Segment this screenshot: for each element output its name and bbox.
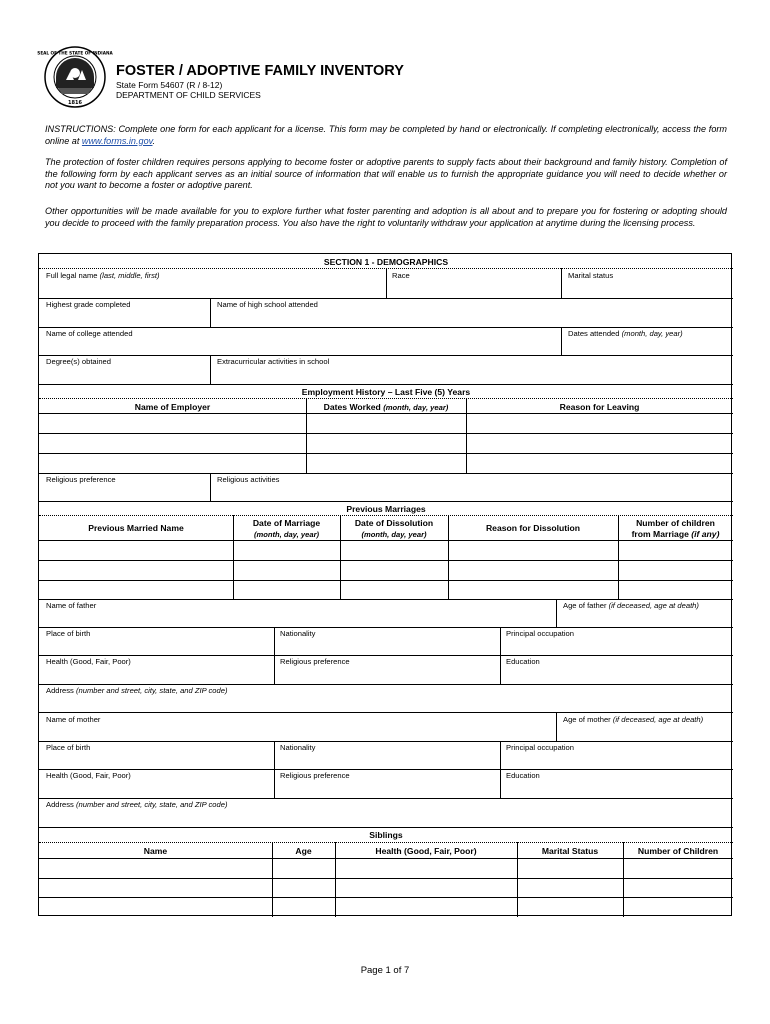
marital-status-field[interactable]: Marital status [568,271,614,280]
instructions-paragraph: INSTRUCTIONS: Complete one form for each applicant for a license. This form may be completed by hand or electronically. If completing electronically, access the form online at www.forms.in.gov. [45,124,727,146]
mother-name-field[interactable]: Name of mother [46,715,101,724]
father-birthplace-field[interactable]: Place of birth [46,629,91,638]
date-of-dissolution-header: Date of Dissolution (month, day, year) [354,518,434,539]
father-health-field[interactable]: Health (Good, Fair, Poor) [46,657,131,666]
forms-link[interactable]: www.forms.in.gov [81,135,153,146]
father-name-field[interactable]: Name of father [46,601,97,610]
dates-attended-field[interactable]: Dates attended (month, day, year) [568,329,683,338]
sibling-children-header: Number of Children [637,846,719,856]
mother-address-field[interactable]: Address (number and street, city, state, and ZIP code) [46,800,228,809]
degrees-field[interactable]: Degree(s) obtained [46,357,112,366]
employment-history-title: Employment History – Last Five (5) Years [301,387,471,397]
previous-married-name-header: Previous Married Name [88,523,184,533]
sibling-age-header: Age [295,846,312,856]
department-name: DEPARTMENT OF CHILD SERVICES [116,90,261,100]
sibling-marital-header: Marital Status [541,846,599,856]
opportunities-paragraph: Other opportunities will be made available for you to explore further what foster parenting and adoption is all about and to prepare you for fostering or adopting should you decide to proceed with the family preparation process. You also have the right to voluntarily withdraw your application at anytime during the licensing process. [45,206,727,228]
mother-birthplace-field[interactable]: Place of birth [46,743,91,752]
state-seal-logo [37,46,113,108]
mother-education-field[interactable]: Education [506,771,540,780]
mother-occupation-field[interactable]: Principal occupation [506,743,574,752]
religious-activities-field[interactable]: Religious activities [217,475,280,484]
sibling-health-header: Health (Good, Fair, Poor) [375,846,477,856]
religious-preference-field[interactable]: Religious preference [46,475,116,484]
form-number: State Form 54607 (R / 8-12) [116,80,223,90]
full-name-field[interactable]: Full legal name (last, middle, first) [46,271,160,280]
svg-text:SEAL OF THE STATE OF INDIANA: SEAL OF THE STATE OF INDIANA [37,50,113,56]
form-title: FOSTER / ADOPTIVE FAMILY INVENTORY [116,63,404,79]
extracurricular-field[interactable]: Extracurricular activities in school [217,357,330,366]
mother-religion-field[interactable]: Religious preference [280,771,350,780]
mother-age-field[interactable]: Age of mother (if deceased, age at death) [563,715,704,724]
svg-text:1816: 1816 [68,100,82,106]
previous-marriages-title: Previous Marriages [346,504,426,514]
race-field[interactable]: Race [392,271,410,280]
father-education-field[interactable]: Education [506,657,540,666]
date-of-marriage-header: Date of Marriage (month, day, year) [252,518,321,539]
father-address-field[interactable]: Address (number and street, city, state, and ZIP code) [46,686,228,695]
father-religion-field[interactable]: Religious preference [280,657,350,666]
siblings-title: Siblings [369,830,403,840]
mother-nationality-field[interactable]: Nationality [280,743,316,752]
father-age-field[interactable]: Age of father (if deceased, age at death) [563,601,699,610]
section-1-title: SECTION 1 - DEMOGRAPHICS [323,257,449,267]
highest-grade-field[interactable]: Highest grade completed [46,300,131,309]
reason-dissolution-header: Reason for Dissolution [485,523,581,533]
protection-paragraph: The protection of foster children requires persons applying to become foster or adoptive parents to supply facts about their background and family history. Completion of the following form by each applicant serves as an initial source of information that will enable us to furnish the appropriate guidance you will need to decide whether or not you want to become a foster or adoptive parent. [45,157,727,191]
reason-leaving-column-header: Reason for Leaving [559,402,640,412]
high-school-field[interactable]: Name of high school attended [217,300,318,309]
father-occupation-field[interactable]: Principal occupation [506,629,574,638]
demographics-form [38,253,732,916]
sibling-name-header: Name [143,846,168,856]
college-field[interactable]: Name of college attended [46,329,133,338]
father-nationality-field[interactable]: Nationality [280,629,316,638]
mother-health-field[interactable]: Health (Good, Fair, Poor) [46,771,131,780]
dates-worked-column-header: Dates Worked (month, day, year) [323,402,449,412]
employer-column-header: Name of Employer [134,402,211,412]
page-number: Page 1 of 7 [360,965,410,976]
number-children-header: Number of children from Marriage (if any) [631,518,720,539]
